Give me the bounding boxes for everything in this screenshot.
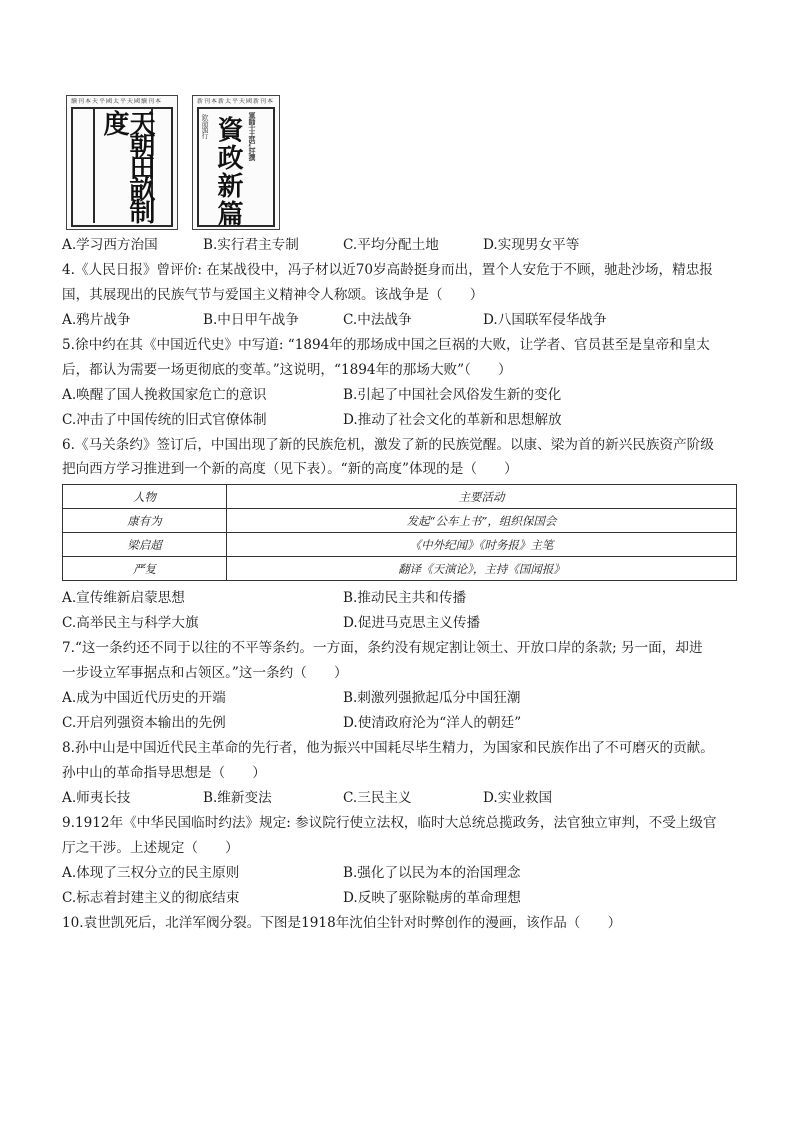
- q7-option-b[interactable]: B.刺激列强掀起瓜分中国狂潮: [343, 690, 521, 706]
- q4-option-b[interactable]: B.中日甲午战争: [203, 312, 299, 328]
- q7-option-d[interactable]: D.使清政府沦为“洋人的朝廷”: [343, 715, 522, 731]
- q9-stem-line2: 厅之干涉。上述规定（ ）: [62, 840, 239, 856]
- q8-option-d[interactable]: D.实业救国: [483, 790, 553, 806]
- q5-option-d[interactable]: D.推动了社会文化的革新和思想解放: [343, 412, 562, 428]
- q4-option-a[interactable]: A.鸦片战争: [62, 312, 131, 328]
- q7-option-c[interactable]: C.开启列强资本输出的先例: [62, 715, 226, 731]
- table-row: [63, 533, 737, 557]
- q5-option-a[interactable]: A.唤醒了国人挽救国家危亡的意识: [62, 387, 267, 403]
- q9-option-b[interactable]: B.强化了以民为本的治国理念: [343, 865, 521, 881]
- q7-stem-line1: 7.“这一条约还不同于以往的不平等条约。一方面，条约没有规定割让领土、开放口岸的条款; 另一面，却进: [62, 640, 703, 656]
- table-header-person: 人物: [63, 485, 227, 509]
- table-cell-activity: 《中外纪闻》《时务报》主笔: [227, 533, 737, 557]
- cover-zizheng-xinpian: [192, 95, 280, 230]
- q5-stem-line2: 后，都认为需要一场更彻底的变革。”这说明，“1894年的那场大败”（ ）: [62, 362, 512, 378]
- q5-stem-line1: 5.徐中约在其《中国近代史》中写道: “1894年的那场成中国之巨祸的大败，让学者、官员甚至是皇帝和皇太: [62, 337, 710, 353]
- q9-option-c[interactable]: C.标志着封建主义的彻底结束: [62, 890, 240, 906]
- q4-option-c[interactable]: C.中法战争: [343, 312, 412, 328]
- q3-option-b[interactable]: B.实行君主专制: [203, 237, 299, 253]
- q7-option-a[interactable]: A.成为中国近代历史的开端: [62, 690, 226, 706]
- q6-option-a[interactable]: A.宣传维新启蒙思想: [62, 590, 185, 606]
- q6-table: [62, 484, 737, 581]
- q8-stem-line2: 孙中山的革命指导思想是（ ）: [62, 765, 266, 781]
- cover-tianchao-tianmu-zhidu: [66, 95, 178, 230]
- q7-stem-line2: 一步设立军事据点和占领区。”这一条约（ ）: [62, 665, 348, 681]
- table-header-row: [63, 485, 737, 509]
- q6-stem-line2: 把向西方学习推进到一个新的高度（见下表）。“新的高度”体现的是（ ）: [62, 461, 518, 477]
- q6-option-d[interactable]: D.促进马克思主义传播: [343, 615, 481, 631]
- q10-stem-line1: 10.袁世凯死后，北洋军阀分裂。下图是1918年沈伯尘针对时弊创作的漫画，该作品（ ）: [62, 915, 622, 931]
- q8-option-a[interactable]: A.师夷长技: [62, 790, 131, 806]
- q9-option-a[interactable]: A.体现了三权分立的民主原则: [62, 865, 240, 881]
- q8-option-c[interactable]: C.三民主义: [343, 790, 412, 806]
- q4-stem-line2: 国，其展现出的民族气节与爱国主义精神令人称颂。该战争是（ ）: [62, 287, 484, 303]
- cover2-side-right: 軍師干王洪仁玕撰: [248, 112, 257, 160]
- q5-option-b[interactable]: B.引起了中国社会风俗发生新的变化: [343, 387, 562, 403]
- cover2-title: 資政新篇: [213, 116, 243, 228]
- q9-option-d[interactable]: D.反映了驱除鞑虏的革命理想: [343, 890, 521, 906]
- cover1-header: 續刊本天平國太平天國續刊本: [71, 98, 163, 105]
- q6-option-c[interactable]: C.高举民主与科学大旗: [62, 615, 199, 631]
- table-row: [63, 557, 737, 581]
- q8-stem-line1: 8.孙中山是中国近代民主革命的先行者，他为振兴中国耗尽毕生精力，为国家和民族作出了不可磨灭的贡献。: [62, 740, 714, 756]
- q3-option-a[interactable]: A.学习西方治国: [62, 237, 158, 253]
- q9-stem-line1: 9.1912年《中华民国临时约法》规定: 参议院行使立法权，临时大总统总揽政务，法官独立审判，不受上级官: [62, 815, 717, 831]
- q5-option-c[interactable]: C.冲击了中国传统的旧式官僚体制: [62, 412, 267, 428]
- table-cell-person: 康有为: [63, 509, 227, 533]
- q6-stem-line1: 6.《马关条约》签订后，中国出现了新的民族危机，激发了新的民族觉醒。以康、梁为首的新兴民族资产阶级: [62, 437, 714, 453]
- q3-option-d[interactable]: D.实现男女平等: [483, 237, 580, 253]
- table-cell-person: 严复: [63, 557, 227, 581]
- q6-option-b[interactable]: B.推动民主共和传播: [343, 590, 467, 606]
- q3-option-c[interactable]: C.平均分配土地: [343, 237, 439, 253]
- cover2-header: 新刊本新太平天國新刊本: [197, 98, 275, 105]
- table-header-activity: 主要活动: [227, 485, 737, 509]
- q4-option-d[interactable]: D.八国联军侵华战争: [483, 312, 607, 328]
- cover1-title: 天朝田畝制度: [99, 110, 155, 220]
- table-cell-activity: 翻译《天演论》，主持《国闻报》: [227, 557, 737, 581]
- table-row: [63, 509, 737, 533]
- cover2-side-left: 欽命頒行: [201, 114, 209, 138]
- q4-stem-line1: 4.《人民日报》曾评价: 在某战役中，冯子材以近70岁高龄挺身而出，置个人安危于不顾，驰赴沙场，精忠报: [62, 262, 713, 278]
- table-cell-person: 梁启超: [63, 533, 227, 557]
- table-cell-activity: 发起“公车上书”，组织保国会: [227, 509, 737, 533]
- q8-option-b[interactable]: B.维新变法: [203, 790, 272, 806]
